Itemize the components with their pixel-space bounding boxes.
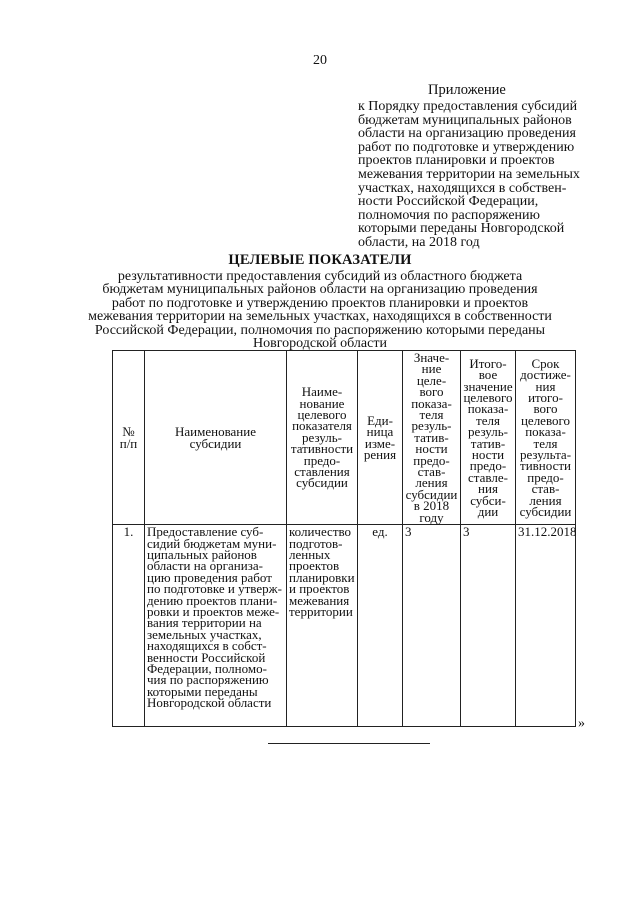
cell-text-line: дению проектов плани-	[147, 592, 278, 608]
cell-text-line: субсидии	[405, 486, 458, 502]
cell-text-line: резуль-	[468, 424, 508, 440]
appendix-line: ности Российской Федерации,	[358, 194, 539, 210]
appendix-line: к Порядку предоставления субсидий	[358, 99, 578, 114]
cell-text-line: татив-	[470, 435, 506, 451]
cell-text-line: цию проведения работ	[147, 569, 272, 585]
appendix-line: межевания территории на земельных	[358, 166, 580, 182]
cell-text-line: п/п	[119, 435, 138, 451]
cell-text-line: целевого	[297, 407, 347, 423]
cell-text-line: Новгородской области	[147, 695, 272, 711]
cell-text-line: ципальных районов	[147, 546, 257, 562]
cell-text-line: чия по распоряжению	[147, 672, 269, 688]
cell-text-line: татив-	[414, 429, 449, 445]
appendix-text	[358, 100, 588, 250]
cell-text-line: показа-	[525, 424, 566, 440]
subtitle-line: работ по подготовке и утверждению проектов планировки и проектов	[111, 295, 529, 311]
cell-text-line: теля	[533, 435, 558, 451]
cell-text-line: земельных участках,	[147, 626, 262, 642]
table-header-row	[113, 351, 576, 525]
cell-text-line: став-	[531, 481, 560, 497]
appendix-line: работ по подготовке и утверждению	[358, 139, 575, 155]
cell-text-line: сидий бюджетам муни-	[147, 535, 277, 551]
subtitle-line: бюджетам муниципальных районов области на организацию проведения	[102, 282, 538, 298]
cell-text-line: ние	[421, 361, 442, 377]
cell-text-line: и проектов	[289, 581, 350, 597]
page-number: 20	[313, 53, 327, 68]
cell-text-line: итого-	[528, 389, 563, 405]
cell-text-line: рения	[363, 446, 397, 462]
cell-text-line: Еди-	[367, 412, 393, 428]
cell-text-line: Наименование	[175, 424, 256, 440]
appendix-line: участках, находящихся в собствен-	[358, 180, 567, 196]
appendix-line: проектов планировки и проектов	[358, 153, 555, 169]
cell-text-line: количество	[289, 524, 352, 540]
cell-text-line: проектов	[289, 558, 340, 574]
cell-text-line: показа-	[467, 401, 509, 417]
cell-text-line: вого	[533, 401, 558, 417]
document-title: ЦЕЛЕВЫЕ ПОКАЗАТЕЛИ	[228, 252, 412, 268]
cell-text-line: вания территории на	[147, 615, 262, 631]
subtitle-line: Новгородской области	[253, 336, 387, 352]
cell-text-line: находящихся в собст-	[147, 638, 267, 654]
cell-text-line: тативности	[290, 441, 354, 457]
appendix-line: области на организацию проведения	[358, 126, 576, 142]
cell-text-line: ния	[535, 378, 556, 394]
cell-text-line: ровки и проектов меже-	[147, 603, 280, 619]
cell-text-line: №	[122, 424, 135, 440]
cell-text-line: субсидии	[296, 475, 348, 491]
cell-text-line: субсидии	[189, 435, 242, 451]
cell-text-line: ления	[529, 492, 562, 508]
cell-text-line: показателя	[292, 418, 352, 434]
header-subsidy-name	[145, 351, 287, 525]
document-subtitle	[0, 270, 640, 350]
cell-text-line: вое	[478, 367, 498, 383]
table-row	[113, 525, 576, 727]
cell-text-line: которыми переданы	[147, 683, 258, 699]
cell-text-line: целе-	[416, 372, 447, 388]
cell-text-line: ставления	[294, 464, 350, 480]
row-unit: ед.	[358, 525, 403, 727]
cell-text-line: субси-	[470, 492, 506, 508]
cell-text-line: теля	[476, 412, 500, 428]
cell-text-line: ности	[471, 446, 505, 462]
cell-text-line: планировки	[289, 569, 355, 585]
header-total-value	[461, 351, 516, 525]
cell-text-line: Итого-	[469, 355, 507, 371]
cell-text-line: став-	[417, 464, 446, 480]
cell-text-line: нование	[299, 395, 345, 411]
header-number	[113, 351, 145, 525]
cell-text-line: Предоставление суб-	[147, 524, 264, 540]
header-value-2018	[403, 351, 461, 525]
cell-text-line: подготов-	[289, 535, 343, 551]
cell-text-line: в 2018	[413, 498, 450, 514]
cell-text-line: достиже-	[520, 367, 571, 383]
cell-text-line: вого	[419, 384, 444, 400]
cell-text-line: ления	[415, 475, 448, 491]
cell-text-line: году	[419, 509, 444, 525]
cell-text-line: целевого	[463, 389, 513, 405]
cell-text-line: теля	[419, 407, 444, 423]
appendix-line: области, на 2018 год	[358, 234, 480, 250]
cell-text-line: результа-	[519, 446, 572, 462]
cell-text-line: Федерации, полномо-	[147, 660, 267, 676]
appendix-title: Приложение	[428, 82, 506, 98]
cell-text-line: тивности	[520, 458, 571, 474]
row-deadline: 31.12.2018	[516, 525, 576, 727]
cell-text-line: территории	[289, 603, 353, 619]
closing-quote: »	[578, 716, 585, 731]
cell-text-line: ставле-	[468, 469, 508, 485]
cell-text-line: ница	[366, 424, 394, 440]
cell-text-line: ленных	[289, 546, 331, 562]
cell-text-line: по подготовке и утверж-	[147, 581, 282, 597]
cell-text-line: изме-	[364, 435, 396, 451]
cell-text-line: Наиме-	[301, 384, 343, 400]
cell-text-line: предо-	[413, 452, 450, 468]
row-indicator-name	[287, 525, 358, 727]
row-total-value: 3	[461, 525, 516, 727]
subtitle-line: межевания территории на земельных участках, находящихся в собственности	[88, 309, 552, 325]
cell-text-line: показа-	[411, 395, 452, 411]
row-value-2018: 3	[403, 525, 461, 727]
cell-text-line: Срок	[531, 355, 560, 371]
cell-text-line: резуль-	[302, 429, 342, 445]
cell-text-line: области на организа-	[147, 558, 263, 574]
cell-text-line: резуль-	[411, 418, 452, 434]
subtitle-line: Российской Федерации, полномочия по распоряжению которыми переданы	[94, 322, 546, 338]
appendix-line: которыми переданы Новгородской	[358, 221, 565, 237]
cell-text-line: предо-	[469, 458, 507, 474]
cell-text-line: субсидии	[519, 503, 572, 519]
row-subsidy-name	[145, 525, 287, 727]
cell-text-line: межевания	[289, 592, 350, 608]
subtitle-line: результативности предоставления субсидий из областного бюджета	[117, 269, 523, 284]
appendix-line: бюджетам муниципальных районов	[358, 112, 572, 128]
appendix-line: полномочия по распоряжению	[358, 207, 540, 223]
cell-text-line: дии	[477, 503, 499, 519]
cell-text-line: целевого	[520, 412, 571, 428]
cell-text-line: ности	[415, 441, 448, 457]
footer-divider	[268, 743, 430, 744]
row-number: 1.	[113, 525, 145, 727]
cell-text-line: венности Российской	[147, 649, 266, 665]
cell-text-line: предо-	[303, 452, 341, 468]
cell-text-line: Значе-	[413, 350, 450, 365]
cell-text-line: ния	[478, 481, 498, 497]
header-deadline	[516, 351, 576, 525]
cell-text-line: значение	[463, 378, 513, 394]
header-indicator-name	[287, 351, 358, 525]
targets-table	[112, 350, 576, 727]
cell-text-line: предо-	[527, 469, 564, 485]
header-unit	[358, 351, 403, 525]
